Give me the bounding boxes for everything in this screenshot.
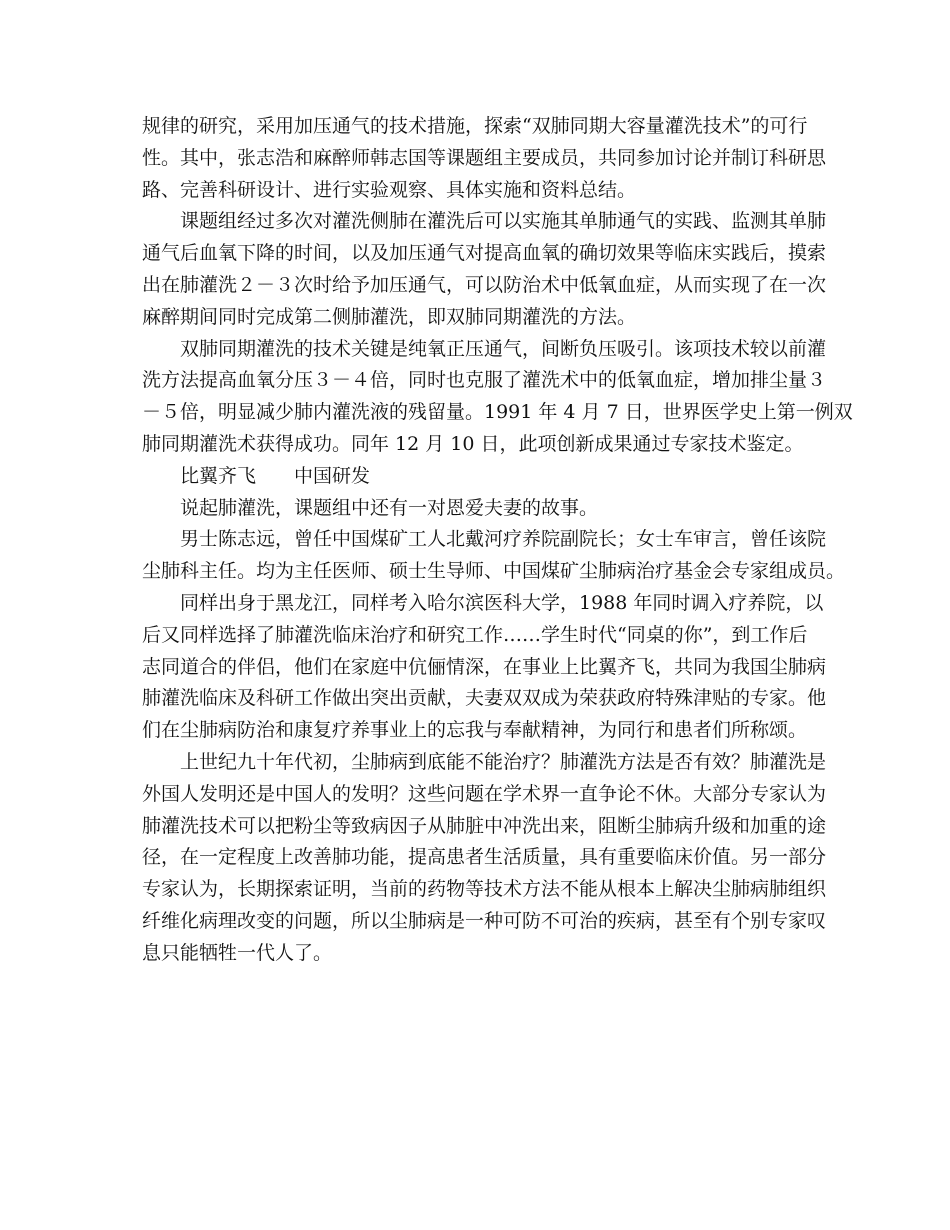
text-line: 专家认为，长期探索证明，当前的药物等技术方法不能从根本上解决尘肺病肺组织	[142, 878, 827, 901]
text-line: 通气后血氧下降的时间，以及加压通气对提高血氧的确切效果等临床实践后，摸索	[142, 242, 827, 265]
section-heading: 比翼齐飞 中国研发	[180, 464, 371, 487]
paragraph-first-line: 说起肺灌洗，课题组中还有一对恩爱夫妻的故事。	[180, 496, 599, 519]
text-line: 纤维化病理改变的问题，所以尘肺病是一种可防不可治的疾病，甚至有个别专家叹	[142, 909, 827, 932]
paragraph-first-line: 上世纪九十年代初，尘肺病到底能不能治疗？肺灌洗方法是否有效？肺灌洗是	[180, 750, 827, 773]
text-line: 出在肺灌洗２－３次时给予加压通气，可以防治术中低氧血症，从而实现了在一次	[142, 273, 827, 296]
text-line: 后又同样选择了肺灌洗临床治疗和研究工作……学生时代“同桌的你”，到工作后	[142, 623, 808, 646]
text-line: 路、完善科研设计、进行实验观察、具体实施和资料总结。	[142, 178, 637, 201]
paragraph-first-line: 双肺同期灌洗的技术关键是纯氧正压通气，间断负压吸引。该项技术较以前灌	[180, 337, 827, 360]
text-line: 规律的研究，采用加压通气的技术措施，探索“双肺同期大容量灌洗技术”的可行	[142, 115, 808, 137]
paragraph-first-line: 课题组经过多次对灌洗侧肺在灌洗后可以实施其单肺通气的实践、监测其单肺	[180, 210, 827, 233]
text-line: 尘肺科主任。均为主任医师、硕士生导师、中国煤矿尘肺病治疗基金会专家组成员。	[142, 560, 846, 583]
text-line: 性。其中，张志浩和麻醉师韩志国等课题组主要成员，共同参加讨论并制订科研思	[142, 146, 827, 169]
text-line: 外国人发明还是中国人的发明？这些问题在学术界一直争论不休。大部分专家认为	[142, 782, 827, 805]
text-line: 们在尘肺病防治和康复疗养事业上的忘我与奉献精神，为同行和患者们所称颂。	[142, 719, 808, 742]
paragraph-first-line: 同样出身于黑龙江，同样考入哈尔滨医科大学，1988 年同时调入疗养院，以	[180, 591, 824, 614]
text-line: －５倍，明显减少肺内灌洗液的残留量。1991 年 4 月 7 日，世界医学史上第一例双	[142, 401, 853, 424]
text-line: 径，在一定程度上改善肺功能，提高患者生活质量，具有重要临床价值。另一部分	[142, 846, 827, 869]
text-line: 息只能牺牲一代人了。	[142, 941, 333, 964]
text-line: 肺灌洗技术可以把粉尘等致病因子从肺脏中冲洗出来，阻断尘肺病升级和加重的途	[142, 814, 827, 837]
text-line: 肺同期灌洗术获得成功。同年 12 月 10 日，此项创新成果通过专家技术鉴定。	[142, 432, 804, 455]
text-line: 志同道合的伴侣，他们在家庭中伉俪情深，在事业上比翼齐飞，共同为我国尘肺病	[142, 655, 827, 678]
text-line: 肺灌洗临床及科研工作做出突出贡献，夫妻双双成为荣获政府特殊津贴的专家。他	[142, 687, 827, 710]
text-line: 麻醉期间同时完成第二侧肺灌洗，即双肺同期灌洗的方法。	[142, 305, 637, 328]
text-line: 洗方法提高血氧分压３－４倍，同时也克服了灌洗术中的低氧血症，增加排尘量３	[142, 369, 827, 392]
document-body	[142, 111, 853, 970]
paragraph-first-line: 男士陈志远，曾任中国煤矿工人北戴河疗养院副院长；女士车审言，曾任该院	[180, 528, 827, 551]
